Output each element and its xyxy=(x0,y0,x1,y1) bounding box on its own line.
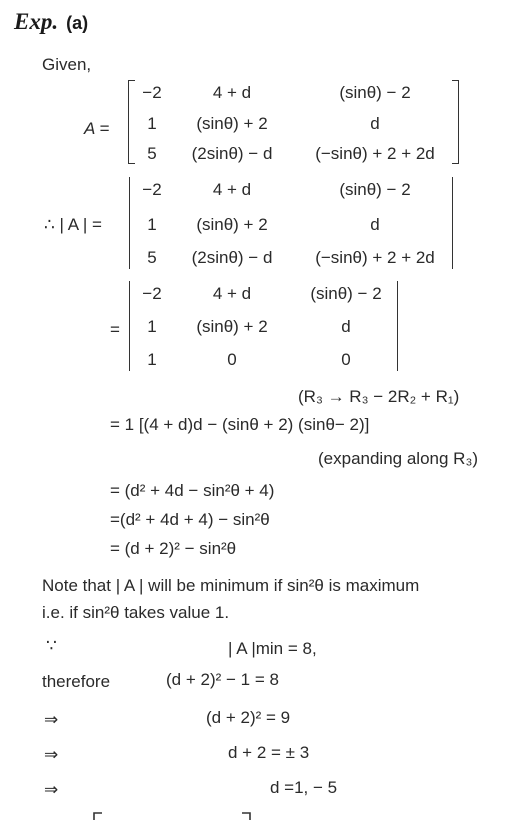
row-operation: (R₃ → R₃ − 2R₂ + R₁) xyxy=(298,387,460,406)
det-cell: 1 xyxy=(147,317,157,336)
matrix-left-bracket xyxy=(128,80,135,164)
matrix-cell: 4 + d xyxy=(212,83,252,102)
det-cell: 1 xyxy=(147,350,157,369)
matrix-cell: 1 xyxy=(147,114,157,133)
implies-arrow: ⇒ xyxy=(44,745,59,764)
therefore-text: therefore xyxy=(42,672,111,691)
matrix-cell: −2 xyxy=(142,83,162,102)
det-cell: (sinθ) − 2 xyxy=(310,284,382,303)
matrix-cell: (2sinθ) − d xyxy=(191,144,273,163)
det-cell: 4 + d xyxy=(212,180,252,199)
det-cell: 5 xyxy=(147,248,157,267)
expansion-line: = 1 [(4 + d)d − (sinθ + 2) (sinθ− 2)] xyxy=(110,415,370,434)
given-text: Given, xyxy=(42,55,92,74)
equation-1: (d + 2)² − 1 = 8 xyxy=(166,670,279,689)
expansion-note: (expanding along R₃) xyxy=(318,449,479,468)
matrix-cell: (sinθ) + 2 xyxy=(196,114,268,133)
det-cell: 4 + d xyxy=(212,284,252,303)
det-cell: −2 xyxy=(142,284,162,303)
step-line-3: = (d + 2)² − sin²θ xyxy=(110,539,237,558)
explanation-label: Exp. xyxy=(14,9,59,34)
det-right-bar xyxy=(452,177,453,269)
cropped-bracket-remnant xyxy=(92,812,262,820)
equation-3: d + 2 = ± 3 xyxy=(228,743,310,762)
det-cell: d xyxy=(341,317,351,336)
det-cell: (2sinθ) − d xyxy=(191,248,273,267)
det-cell: (sinθ) − 2 xyxy=(339,180,411,199)
det-cell: 1 xyxy=(147,215,157,234)
matrix-right-bracket xyxy=(452,80,459,164)
note-line-2: i.e. if sin²θ takes value 1. xyxy=(42,603,230,622)
det2-lhs: = xyxy=(110,320,120,339)
implies-arrow: ⇒ xyxy=(44,710,59,729)
answer-option: (a) xyxy=(66,13,89,33)
because-symbol: ∵ xyxy=(46,636,57,655)
det-cell: (−sinθ) + 2 + 2d xyxy=(315,248,435,267)
det-right-bar xyxy=(397,281,398,371)
matrix-a-lhs: A = xyxy=(84,119,110,138)
det-cell: 0 xyxy=(227,350,237,369)
equation-4: d =1, − 5 xyxy=(270,778,338,797)
det1-lhs: ∴ | A | = xyxy=(44,215,102,234)
step-line-2: =(d² + 4d + 4) − sin²θ xyxy=(110,510,270,529)
implies-arrow: ⇒ xyxy=(44,780,59,799)
solution-heading xyxy=(14,10,88,33)
matrix-cell: (−sinθ) + 2 + 2d xyxy=(315,144,435,163)
step-line-1: = (d² + 4d − sin²θ + 4) xyxy=(110,481,275,500)
det-left-bar xyxy=(129,177,130,269)
a-min-value: | A |min = 8, xyxy=(228,639,317,658)
matrix-cell: d xyxy=(370,114,380,133)
matrix-cell: (sinθ) − 2 xyxy=(339,83,411,102)
det-cell: (sinθ) + 2 xyxy=(196,317,268,336)
det-cell: (sinθ) + 2 xyxy=(196,215,268,234)
det-cell: d xyxy=(370,215,380,234)
matrix-cell: 5 xyxy=(147,144,157,163)
det-cell: 0 xyxy=(341,350,351,369)
note-line-1: Note that | A | will be minimum if sin²θ is maximum xyxy=(42,576,420,595)
det-cell: −2 xyxy=(142,180,162,199)
equation-2: (d + 2)² = 9 xyxy=(206,708,291,727)
det-left-bar xyxy=(129,281,130,371)
